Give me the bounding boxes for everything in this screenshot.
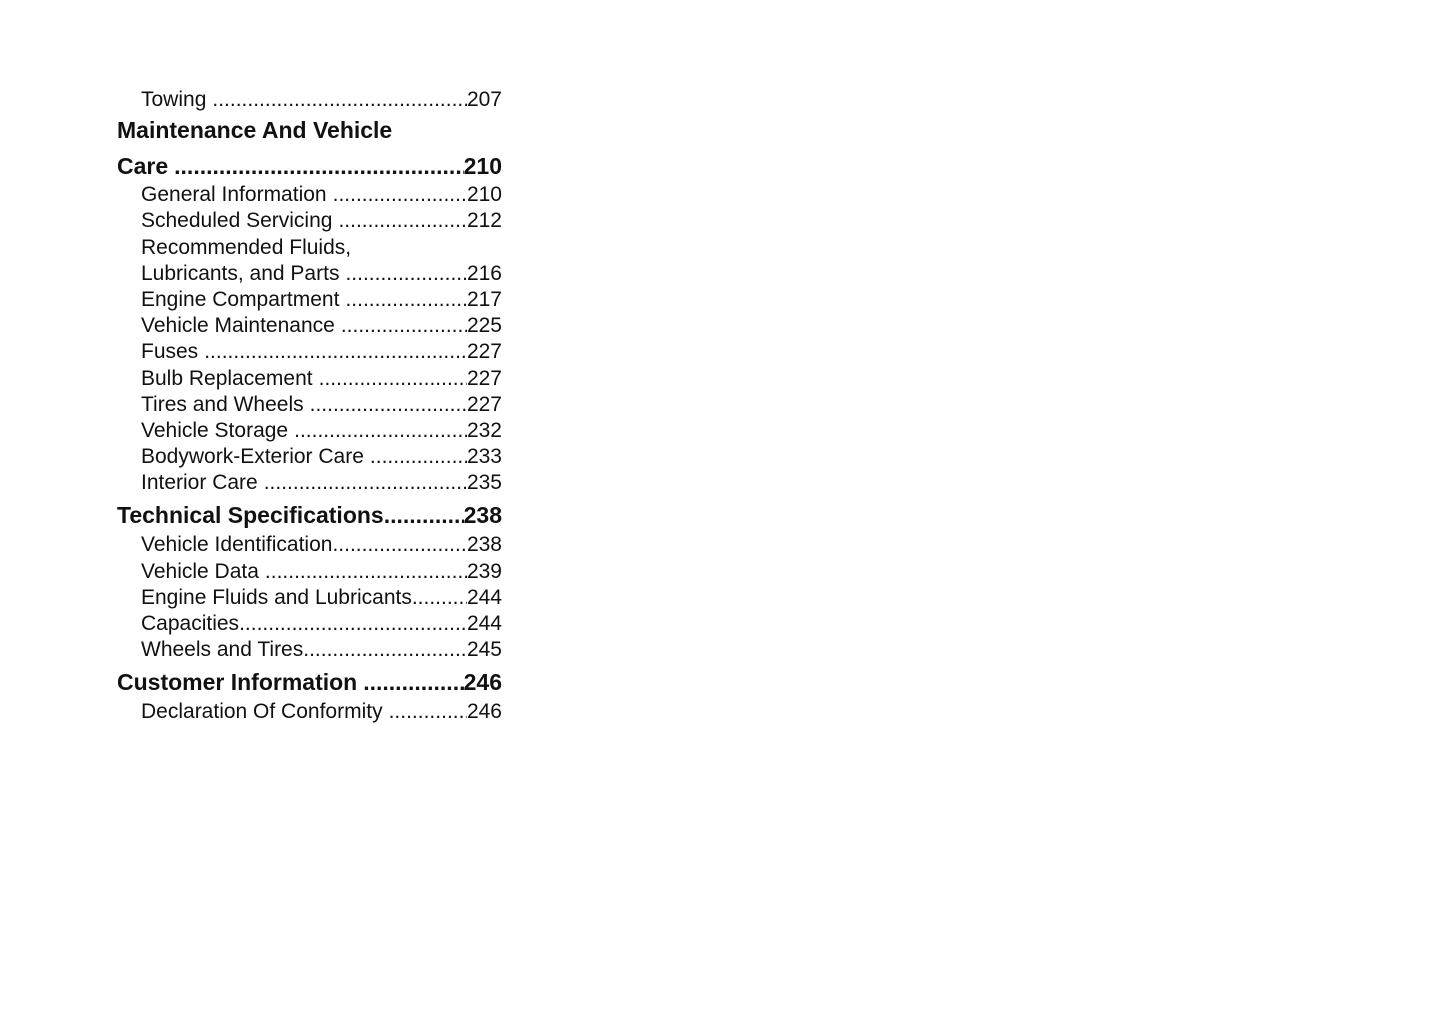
- toc-entry-recommended-fluids-line1: Recommended Fluids,: [141, 235, 352, 259]
- dot-leader: [239, 611, 467, 637]
- toc-entry-label: Engine Compartment: [141, 287, 340, 311]
- dot-leader: [345, 287, 467, 313]
- toc-entry-declaration-of-conformity[interactable]: [117, 699, 502, 725]
- toc-entry-label: Bulb Replacement: [141, 366, 313, 390]
- dot-leader: [363, 665, 463, 699]
- toc-section-label: Technical Specifications: [117, 502, 384, 529]
- toc-entry-label: Vehicle Identification: [141, 533, 333, 557]
- toc-entry-label: Wheels and Tires: [141, 638, 304, 662]
- toc-entry-label: Capacities: [141, 612, 240, 635]
- toc-entry-engine-fluids-and-lubricants[interactable]: [117, 585, 502, 611]
- toc-entry-page: 232: [466, 418, 502, 442]
- dot-leader: [332, 532, 466, 558]
- toc-entry-label: Interior Care: [141, 471, 258, 495]
- dot-leader: [264, 470, 467, 496]
- toc-entry-bodywork-exterior-care[interactable]: [117, 444, 502, 470]
- dot-leader: [389, 699, 467, 725]
- toc-section-maintenance[interactable]: [117, 147, 502, 182]
- toc-entry-label: Bodywork-Exterior Care: [141, 445, 364, 469]
- dot-leader: [333, 182, 467, 208]
- dot-leader: [319, 366, 467, 392]
- dot-leader: [370, 444, 467, 470]
- table-of-contents: [117, 87, 502, 726]
- toc-entry-recommended-fluids[interactable]: [117, 261, 502, 287]
- toc-entry-page: 207: [466, 88, 502, 111]
- toc-entry-label: Fuses: [141, 340, 199, 364]
- toc-entry-page: 238: [466, 533, 502, 557]
- toc-entry-label: Engine Fluids and Lubricants: [141, 585, 412, 609]
- toc-entry-label: General Information: [141, 183, 327, 207]
- toc-entry-page: 244: [466, 585, 502, 609]
- dot-leader: [212, 87, 467, 113]
- toc-entry-page: 227: [466, 366, 502, 390]
- toc-entry-general-information[interactable]: [117, 182, 502, 208]
- toc-entry-page: 227: [466, 392, 502, 416]
- toc-entry-page: 235: [466, 471, 502, 495]
- toc-entry-wheels-and-tires[interactable]: [117, 637, 502, 663]
- toc-entry-vehicle-storage[interactable]: [117, 418, 502, 444]
- toc-entry-fuses[interactable]: [117, 339, 502, 365]
- toc-entry-page: 217: [466, 287, 502, 311]
- toc-entry-label: Vehicle Data: [141, 559, 259, 583]
- toc-entry-page: 227: [466, 340, 502, 364]
- dot-leader: [345, 261, 467, 287]
- toc-entry-label: Tires and Wheels: [141, 392, 304, 416]
- toc-entry-vehicle-maintenance[interactable]: [117, 313, 502, 339]
- toc-entry-label: Scheduled Servicing: [141, 209, 333, 233]
- toc-entry-label: Vehicle Maintenance: [141, 314, 335, 338]
- toc-section-technical-specifications[interactable]: [117, 498, 502, 532]
- toc-entry-capacities[interactable]: [117, 611, 502, 637]
- dot-leader: [265, 559, 467, 585]
- dot-leader: [412, 585, 467, 611]
- toc-entry-page: 245: [466, 638, 502, 662]
- toc-entry-page: 233: [466, 445, 502, 469]
- toc-entry-label: Lubricants, and Parts: [141, 261, 340, 285]
- toc-entry-page: 246: [466, 700, 502, 724]
- dot-leader: [338, 208, 467, 234]
- dot-leader: [303, 637, 467, 663]
- toc-section-label: Customer Information: [117, 669, 358, 696]
- toc-entry-bulb-replacement[interactable]: [117, 366, 502, 392]
- toc-entry-label: Vehicle Storage: [141, 418, 289, 442]
- toc-entry-page: 244: [466, 612, 502, 635]
- toc-entry-page: 239: [466, 559, 502, 583]
- dot-leader: [174, 147, 463, 182]
- toc-entry-tires-and-wheels[interactable]: [117, 392, 502, 418]
- toc-entry-vehicle-identification[interactable]: [117, 532, 502, 558]
- toc-section-label: Care: [117, 153, 169, 180]
- dot-leader: [204, 339, 467, 365]
- toc-entry-engine-compartment[interactable]: [117, 287, 502, 313]
- toc-section-page: 210: [463, 153, 502, 180]
- dot-leader: [341, 313, 467, 339]
- dot-leader: [294, 418, 467, 444]
- toc-entry-page: 225: [466, 314, 502, 338]
- toc-entry-vehicle-data[interactable]: [117, 559, 502, 585]
- toc-entry-label: Declaration Of Conformity: [141, 700, 383, 724]
- toc-entry-towing[interactable]: [117, 87, 502, 113]
- dot-leader: [384, 498, 464, 532]
- toc-entry-label: Towing: [141, 88, 207, 111]
- toc-section-label: Maintenance And Vehicle: [117, 117, 393, 144]
- toc-entry-page: 216: [466, 261, 502, 285]
- toc-section-customer-information[interactable]: [117, 665, 502, 699]
- toc-entry-interior-care[interactable]: [117, 470, 502, 496]
- toc-section-maintenance-line1: [117, 113, 502, 147]
- toc-section-page: 246: [463, 669, 502, 696]
- toc-entry-scheduled-servicing[interactable]: [117, 208, 502, 234]
- toc-entry-page: 212: [466, 209, 502, 233]
- toc-entry-page: 210: [466, 183, 502, 207]
- toc-section-page: 238: [463, 502, 502, 529]
- dot-leader: [310, 392, 467, 418]
